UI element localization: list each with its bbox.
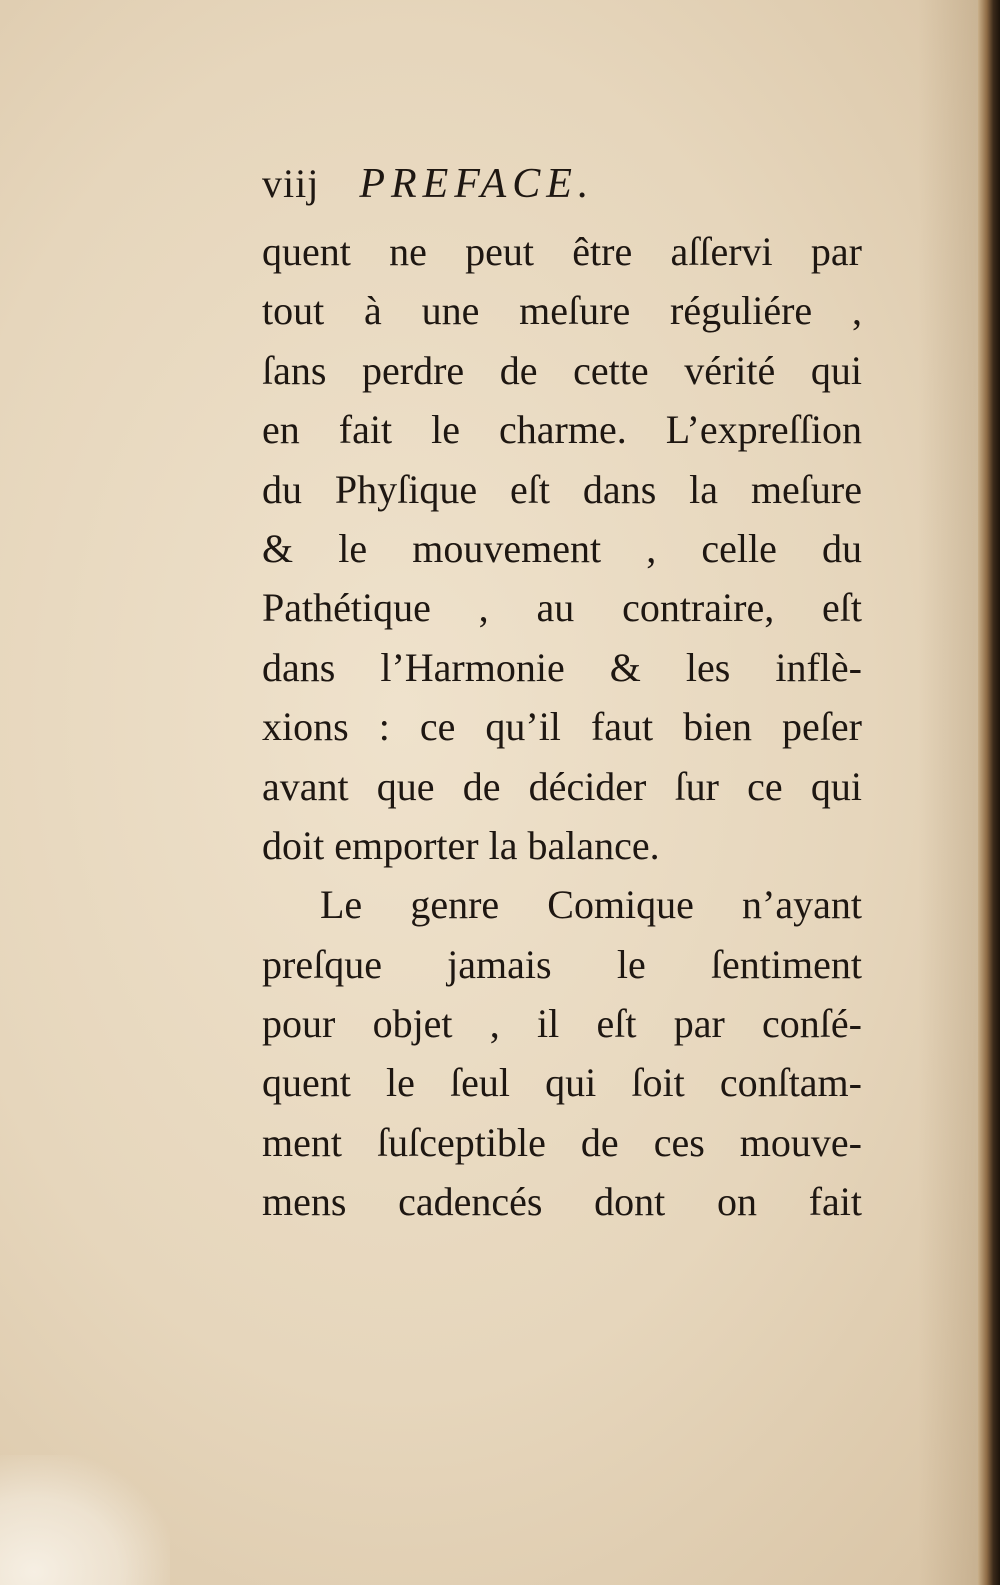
- text-line: quent le ſeul qui ſoit conſtam-: [262, 1060, 862, 1106]
- text-line: en fait le charme. L’expreſſion: [262, 407, 862, 453]
- page-number: viij: [262, 161, 320, 206]
- binding-edge: [978, 0, 1000, 1585]
- running-title: PREFACE.: [359, 161, 595, 207]
- text-line: preſque jamais le ſentiment: [262, 941, 862, 987]
- text-line: ſans perdre de cette vérité qui: [262, 347, 862, 393]
- text-line: avant que de décider ſur ce qui: [262, 763, 862, 809]
- body-text: [262, 222, 862, 1232]
- running-head: [262, 160, 594, 220]
- text-line: mens cadencés dont on fait: [262, 1179, 862, 1225]
- text-line: du Phyſique eſt dans la meſure: [262, 466, 862, 512]
- paragraph-start-line: Le genre Comique n’ayant: [320, 882, 862, 928]
- text-line: xions : ce qu’il faut bien peſer: [262, 704, 862, 750]
- text-line: ment ſuſceptible de ces mouve-: [262, 1119, 862, 1165]
- text-line: pour objet , il eſt par conſé-: [262, 1001, 862, 1047]
- text-line: & le mouvement , celle du: [262, 525, 862, 571]
- text-line: tout à une meſure réguliére ,: [262, 288, 862, 334]
- text-line: Pathétique , au contraire, eſt: [262, 585, 862, 631]
- binding-shadow: [918, 0, 978, 1585]
- corner-wear: [0, 1455, 170, 1585]
- paragraph-end-line: doit emporter la balance.: [262, 822, 660, 868]
- text-line: dans l’Harmonie & les inflè-: [262, 644, 862, 690]
- text-line: quent ne peut être aſſervi par: [262, 229, 862, 274]
